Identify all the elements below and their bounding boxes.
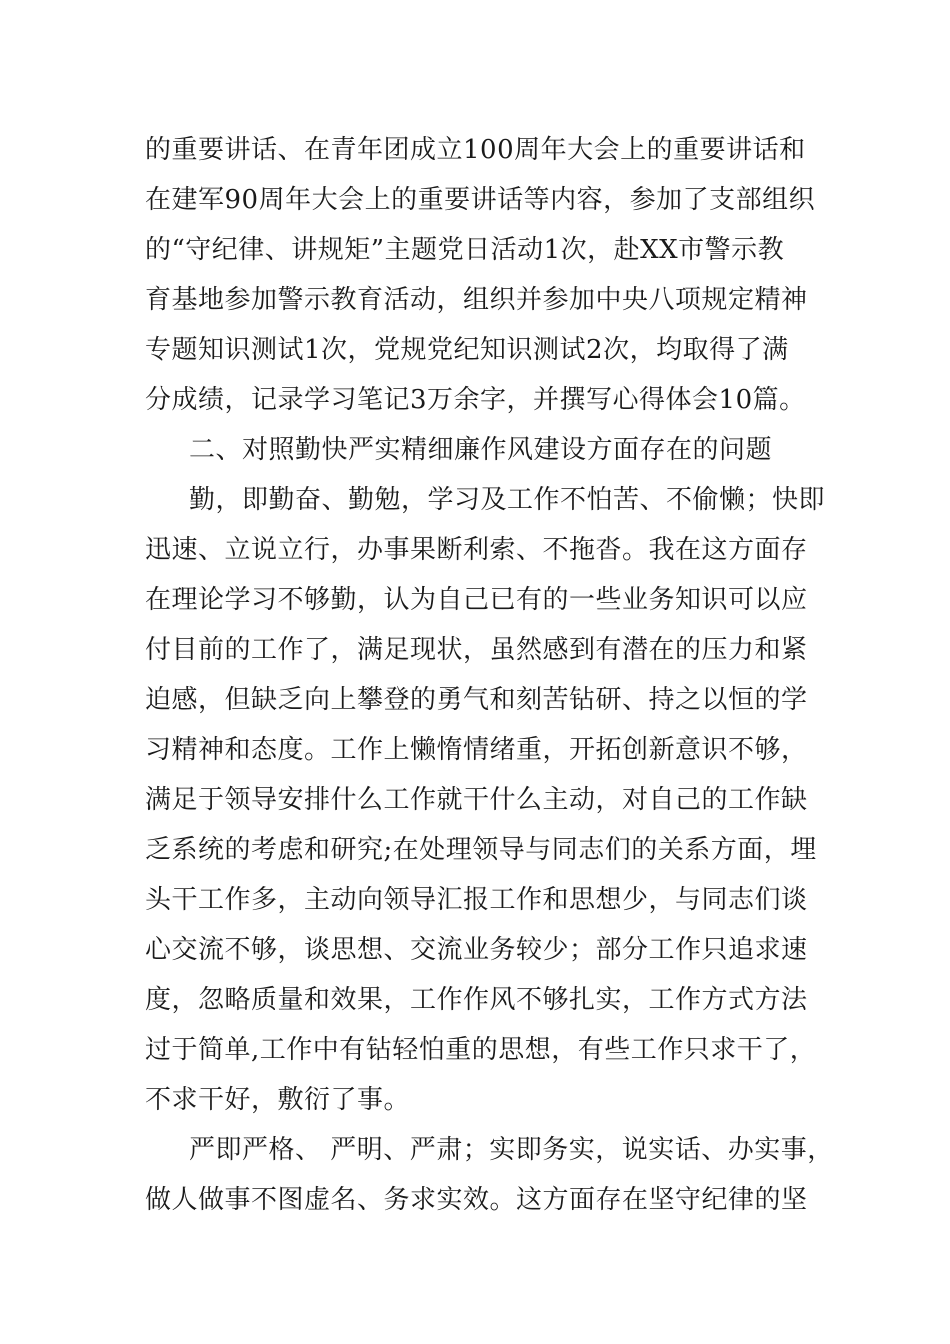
paragraph-2-line-3: 在理论学习不够勤，认为自己已有的一些业务知识可以应 [145,585,808,615]
paragraph-2-line-7: 满足于领导安排什么工作就干什么主动，对自己的工作缺 [145,785,808,815]
paragraph-3-line-1: 严即严格、 严明、严肃；实即务实，说实话、办实事， [189,1135,834,1165]
paragraph-1-line-5: 专题知识测试1次，党规党纪知识测试2次，均取得了满 [145,335,789,365]
document-body [145,125,835,1225]
paragraph-2-line-6: 习精神和态度。工作上懒惰情绪重，开拓创新意识不够， [145,735,808,765]
paragraph-1-line-1: 的重要讲话、在青年团成立100周年大会上的重要讲话和 [145,135,806,165]
paragraph-1-line-4: 育基地参加警示教育活动，组织并参加中央八项规定精神 [145,285,808,315]
paragraph-2-line-5: 迫感，但缺乏向上攀登的勇气和刻苦钻研、持之以恒的学 [145,685,808,715]
paragraph-2-line-12: 过于简单,工作中有钻轻怕重的思想，有些工作只求干了， [145,1035,817,1065]
paragraph-2-line-4: 付目前的工作了，满足现状，虽然感到有潜在的压力和紧 [145,635,808,665]
paragraph-1-line-6: 分成绩，记录学习笔记3万余字，并撰写心得体会10篇。 [145,385,806,415]
paragraph-2-line-13: 不求干好，敷衍了事。 [145,1085,411,1115]
paragraph-2-line-9: 头干工作多，主动向领导汇报工作和思想少，与同志们谈 [145,885,808,915]
paragraph-2-line-8: 乏系统的考虑和研究;在处理领导与同志们的关系方面，埋 [145,835,817,865]
paragraph-3-line-2: 做人做事不图虚名、务求实效。这方面存在坚守纪律的坚 [145,1185,808,1215]
paragraph-2-line-11: 度，忽略质量和效果，工作作风不够扎实，工作方式方法 [145,985,808,1015]
paragraph-1-line-3: 的“守纪律、讲规矩”主题党日活动1次，赴XX市警示教 [145,235,785,265]
paragraph-2-line-2: 迅速、立说立行，办事果断利索、不拖沓。我在这方面存 [145,535,808,565]
section-heading: 二、对照勤快严实精细廉作风建设方面存在的问题 [189,435,773,465]
paragraph-2-line-10: 心交流不够，谈思想、交流业务较少；部分工作只追求速 [145,935,808,965]
paragraph-2-line-1: 勤，即勤奋、勤勉，学习及工作不怕苦、不偷懒；快即 [189,485,826,515]
paragraph-1-line-2: 在建军90周年大会上的重要讲话等内容，参加了支部组织 [145,185,816,215]
